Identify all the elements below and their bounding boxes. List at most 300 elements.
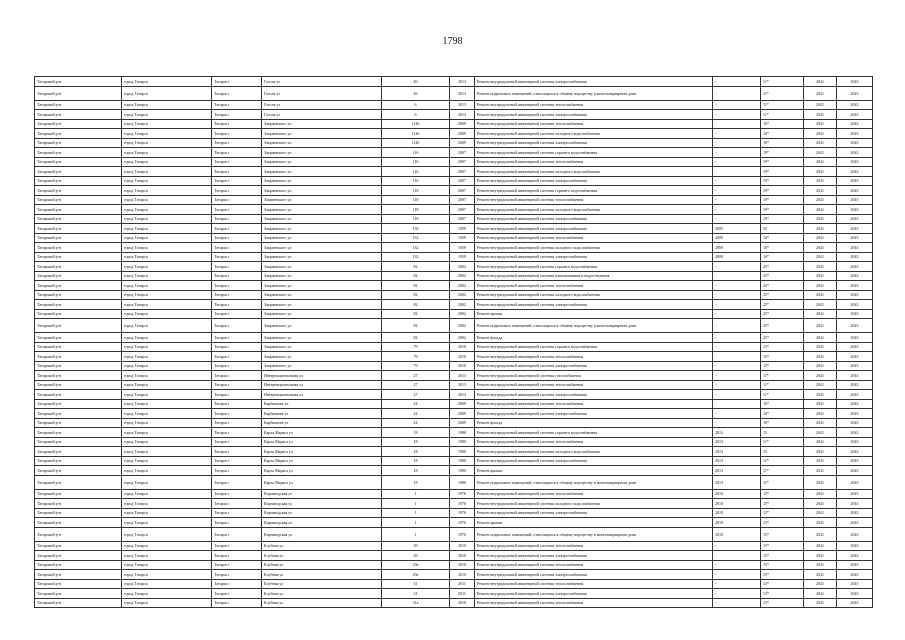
work-type-cell: Ремонт крыши — [475, 466, 713, 476]
work-type-cell: Ремонт внутридомовой инженерной системы электроснабжения — [475, 508, 713, 518]
plan-start-year-cell: 2041 — [804, 110, 837, 120]
table-row — [35, 447, 873, 457]
municipality-cell: город Татарск — [122, 214, 212, 224]
house-number-cell: 116 — [382, 157, 450, 167]
house-number-cell: 18 — [382, 447, 450, 457]
work-type-cell: Ремонт внутридомовой инженерной системы электроснабжения — [475, 176, 713, 186]
street-cell: Закриевского ул — [262, 300, 382, 310]
plan-start-year-cell: 2041 — [804, 309, 837, 319]
municipality-cell: город Татарск — [122, 399, 212, 409]
district-cell: Татарский р-н — [35, 300, 122, 310]
house-number-cell: 116 — [382, 167, 450, 177]
house-number-cell: 114б — [382, 129, 450, 139]
municipality-cell: город Татарск — [122, 290, 212, 300]
table-row — [35, 86, 873, 100]
plan-end-year-cell: 2043 — [837, 271, 873, 281]
municipality-cell: город Татарск — [122, 157, 212, 167]
table-row — [35, 437, 873, 447]
work-type-cell: Ремонт внутридомовой инженерной системы горячего водоснабжения — [475, 186, 713, 196]
service-life-cell: 16* — [761, 138, 804, 148]
page-number: 1798 — [442, 36, 463, 47]
settlement-cell: Татарск г — [212, 409, 262, 419]
plan-start-year-cell: 2041 — [804, 233, 837, 243]
build-year-cell: 1980 — [450, 428, 475, 438]
table-row — [35, 342, 873, 352]
build-year-cell: 1959 — [450, 233, 475, 243]
plan-start-year-cell: 2041 — [804, 560, 837, 570]
plan-start-year-cell: 2041 — [804, 195, 837, 205]
last-repair-year-cell: - — [713, 560, 761, 570]
build-year-cell: 1959 — [450, 252, 475, 262]
settlement-cell: Татарск г — [212, 570, 262, 580]
plan-end-year-cell: 2043 — [837, 428, 873, 438]
settlement-cell: Татарск г — [212, 456, 262, 466]
settlement-cell: Татарск г — [212, 333, 262, 343]
settlement-cell: Татарск г — [212, 176, 262, 186]
house-number-cell: 1 — [382, 499, 450, 509]
municipality-cell: город Татарск — [122, 361, 212, 371]
house-number-cell: 1 — [382, 527, 450, 541]
house-number-cell: 31 — [382, 589, 450, 599]
work-type-cell: Ремонт внутридомовой инженерной системы электроснабжения — [475, 589, 713, 599]
settlement-cell: Татарск г — [212, 167, 262, 177]
plan-end-year-cell: 2043 — [837, 309, 873, 319]
plan-start-year-cell: 2041 — [804, 319, 837, 333]
work-type-cell: Ремонт внутридомовой инженерной системы горячего водоснабжения — [475, 262, 713, 272]
service-life-cell: 13* — [761, 589, 804, 599]
plan-end-year-cell: 2043 — [837, 499, 873, 509]
plan-end-year-cell: 2043 — [837, 129, 873, 139]
work-type-cell: Ремонт внутридомовой инженерной системы теплоснабжения — [475, 195, 713, 205]
work-type-cell: Ремонт подвальных помещений, относящихся к общему имуществу в многоквартирном доме — [475, 475, 713, 489]
plan-end-year-cell: 2043 — [837, 281, 873, 291]
settlement-cell: Татарск г — [212, 214, 262, 224]
plan-start-year-cell: 2041 — [804, 499, 837, 509]
municipality-cell: город Татарск — [122, 176, 212, 186]
service-life-cell: 19* — [761, 176, 804, 186]
plan-end-year-cell: 2043 — [837, 300, 873, 310]
table-row — [35, 205, 873, 215]
plan-end-year-cell: 2043 — [837, 319, 873, 333]
plan-start-year-cell: 2041 — [804, 489, 837, 499]
last-repair-year-cell: - — [713, 290, 761, 300]
municipality-cell: город Татарск — [122, 508, 212, 518]
work-type-cell: Ремонт фасада — [475, 418, 713, 428]
service-life-cell: 16* — [761, 418, 804, 428]
district-cell: Татарский р-н — [35, 541, 122, 551]
table-row — [35, 380, 873, 390]
district-cell: Татарский р-н — [35, 508, 122, 518]
service-life-cell: 15* — [761, 499, 804, 509]
build-year-cell: 1980 — [450, 456, 475, 466]
street-cell: Кирзаводская ул — [262, 499, 382, 509]
last-repair-year-cell: - — [713, 86, 761, 100]
settlement-cell: Татарск г — [212, 527, 262, 541]
table-row — [35, 252, 873, 262]
municipality-cell: город Татарск — [122, 319, 212, 333]
settlement-cell: Татарск г — [212, 243, 262, 253]
build-year-cell: 2002 — [450, 271, 475, 281]
street-cell: Закриевского ул — [262, 129, 382, 139]
municipality-cell: город Татарск — [122, 541, 212, 551]
district-cell: Татарский р-н — [35, 499, 122, 509]
last-repair-year-cell: - — [713, 598, 761, 608]
district-cell: Татарский р-н — [35, 447, 122, 457]
plan-start-year-cell: 2041 — [804, 380, 837, 390]
settlement-cell: Татарск г — [212, 518, 262, 528]
street-cell: Кирзаводская ул — [262, 527, 382, 541]
street-cell: Кирзаводская ул — [262, 489, 382, 499]
municipality-cell: город Татарск — [122, 489, 212, 499]
plan-end-year-cell: 2043 — [837, 399, 873, 409]
street-cell: Закриевского ул — [262, 319, 382, 333]
build-year-cell: 1959 — [450, 224, 475, 234]
municipality-cell: город Татарск — [122, 560, 212, 570]
last-repair-year-cell: 2013 — [713, 456, 761, 466]
service-life-cell: 16* — [761, 409, 804, 419]
work-type-cell: Ремонт внутридомовой инженерной системы электроснабжения — [475, 551, 713, 561]
house-number-cell: 6 — [382, 110, 450, 120]
table-row — [35, 409, 873, 419]
street-cell: Закриевского ул — [262, 214, 382, 224]
work-type-cell: Ремонт крыши — [475, 518, 713, 528]
last-repair-year-cell: - — [713, 186, 761, 196]
settlement-cell: Татарск г — [212, 437, 262, 447]
table-row — [35, 100, 873, 110]
municipality-cell: город Татарск — [122, 224, 212, 234]
district-cell: Татарский р-н — [35, 428, 122, 438]
municipality-cell: город Татарск — [122, 100, 212, 110]
house-number-cell: 79 — [382, 352, 450, 362]
house-number-cell: 82 — [382, 309, 450, 319]
build-year-cell: 2009 — [450, 119, 475, 129]
municipality-cell: город Татарск — [122, 129, 212, 139]
plan-start-year-cell: 2041 — [804, 551, 837, 561]
last-repair-year-cell: - — [713, 195, 761, 205]
plan-start-year-cell: 2041 — [804, 428, 837, 438]
district-cell: Татарский р-н — [35, 579, 122, 589]
municipality-cell: город Татарск — [122, 390, 212, 400]
municipality-cell: город Татарск — [122, 598, 212, 608]
plan-start-year-cell: 2041 — [804, 157, 837, 167]
build-year-cell: 1980 — [450, 447, 475, 457]
last-repair-year-cell: 2013 — [713, 466, 761, 476]
last-repair-year-cell: 2010 — [713, 518, 761, 528]
settlement-cell: Татарск г — [212, 309, 262, 319]
district-cell: Татарский р-н — [35, 380, 122, 390]
table-row — [35, 466, 873, 476]
repair-schedule-table — [34, 76, 873, 608]
last-repair-year-cell: - — [713, 300, 761, 310]
municipality-cell: город Татарск — [122, 466, 212, 476]
build-year-cell: 2011 — [450, 579, 475, 589]
house-number-cell: 79 — [382, 361, 450, 371]
district-cell: Татарский р-н — [35, 243, 122, 253]
work-type-cell: Ремонт внутридомовой инженерной системы холодного водоснабжения — [475, 129, 713, 139]
settlement-cell: Татарск г — [212, 371, 262, 381]
street-cell: Карла Маркса ул — [262, 447, 382, 457]
settlement-cell: Татарск г — [212, 205, 262, 215]
service-life-cell: 15* — [761, 508, 804, 518]
work-type-cell: Ремонт внутридомовой инженерной системы электроснабжения — [475, 224, 713, 234]
table-row — [35, 489, 873, 499]
plan-end-year-cell: 2043 — [837, 598, 873, 608]
plan-start-year-cell: 2041 — [804, 508, 837, 518]
service-life-cell: 11* — [761, 77, 804, 87]
street-cell: Закриевского ул — [262, 342, 382, 352]
district-cell: Татарский р-н — [35, 361, 122, 371]
district-cell: Татарский р-н — [35, 390, 122, 400]
municipality-cell: город Татарск — [122, 527, 212, 541]
work-type-cell: Ремонт внутридомовой инженерной системы холодного водоснабжения — [475, 499, 713, 509]
house-number-cell: 6 — [382, 100, 450, 110]
build-year-cell: 1959 — [450, 243, 475, 253]
house-number-cell: 132 — [382, 252, 450, 262]
work-type-cell: Ремонт внутридомовой инженерной системы холодного водоснабжения — [475, 447, 713, 457]
street-cell: Закриевского ул — [262, 361, 382, 371]
build-year-cell: 2007 — [450, 157, 475, 167]
last-repair-year-cell: - — [713, 176, 761, 186]
settlement-cell: Татарск г — [212, 138, 262, 148]
district-cell: Татарский р-н — [35, 570, 122, 580]
last-repair-year-cell: - — [713, 214, 761, 224]
service-life-cell: 11* — [761, 86, 804, 100]
municipality-cell: город Татарск — [122, 167, 212, 177]
last-repair-year-cell: - — [713, 157, 761, 167]
service-life-cell: 11* — [761, 100, 804, 110]
work-type-cell: Ремонт внутридомовой инженерной системы электроснабжения — [475, 361, 713, 371]
build-year-cell: 2002 — [450, 262, 475, 272]
municipality-cell: город Татарск — [122, 447, 212, 457]
municipality-cell: город Татарск — [122, 589, 212, 599]
service-life-cell: 15 — [761, 447, 804, 457]
plan-start-year-cell: 2041 — [804, 119, 837, 129]
build-year-cell: 2010 — [450, 541, 475, 551]
settlement-cell: Татарск г — [212, 262, 262, 272]
service-life-cell: 19* — [761, 167, 804, 177]
build-year-cell: 2002 — [450, 319, 475, 333]
plan-end-year-cell: 2043 — [837, 409, 873, 419]
service-life-cell: 19* — [761, 148, 804, 158]
house-number-cell: 82 — [382, 271, 450, 281]
service-life-cell: 19* — [761, 205, 804, 215]
work-type-cell: Ремонт внутридомовой инженерной системы холодного водоснабжения — [475, 243, 713, 253]
service-life-cell: 16* — [761, 252, 804, 262]
work-type-cell: Ремонт внутридомовой инженерной системы теплоснабжения — [475, 119, 713, 129]
plan-end-year-cell: 2043 — [837, 418, 873, 428]
plan-end-year-cell: 2043 — [837, 518, 873, 528]
table-row — [35, 352, 873, 362]
municipality-cell: город Татарск — [122, 579, 212, 589]
plan-end-year-cell: 2043 — [837, 333, 873, 343]
settlement-cell: Татарск г — [212, 233, 262, 243]
build-year-cell: 1976 — [450, 499, 475, 509]
build-year-cell: 2002 — [450, 281, 475, 291]
plan-end-year-cell: 2043 — [837, 371, 873, 381]
work-type-cell: Ремонт внутридомовой инженерной системы холодного водоснабжения — [475, 290, 713, 300]
plan-start-year-cell: 2041 — [804, 205, 837, 215]
plan-start-year-cell: 2041 — [804, 589, 837, 599]
service-life-cell: 25* — [761, 309, 804, 319]
settlement-cell: Татарск г — [212, 319, 262, 333]
plan-start-year-cell: 2041 — [804, 527, 837, 541]
municipality-cell: город Татарск — [122, 551, 212, 561]
build-year-cell: 2013 — [450, 371, 475, 381]
table-row — [35, 281, 873, 291]
plan-start-year-cell: 2041 — [804, 271, 837, 281]
settlement-cell: Татарск г — [212, 157, 262, 167]
service-life-cell: 25* — [761, 333, 804, 343]
last-repair-year-cell: - — [713, 281, 761, 291]
build-year-cell: 2013 — [450, 380, 475, 390]
street-cell: Клубная ул — [262, 551, 382, 561]
plan-end-year-cell: 2043 — [837, 380, 873, 390]
house-number-cell: 31 — [382, 579, 450, 589]
street-cell: Интернациональная ул — [262, 371, 382, 381]
table-row — [35, 541, 873, 551]
settlement-cell: Татарск г — [212, 77, 262, 87]
district-cell: Татарский р-н — [35, 560, 122, 570]
municipality-cell: город Татарск — [122, 119, 212, 129]
district-cell: Татарский р-н — [35, 110, 122, 120]
street-cell: Клубная ул — [262, 560, 382, 570]
plan-start-year-cell: 2041 — [804, 570, 837, 580]
service-life-cell: 19* — [761, 214, 804, 224]
build-year-cell: 2002 — [450, 300, 475, 310]
last-repair-year-cell: - — [713, 167, 761, 177]
municipality-cell: город Татарск — [122, 86, 212, 100]
plan-start-year-cell: 2041 — [804, 598, 837, 608]
plan-end-year-cell: 2043 — [837, 100, 873, 110]
street-cell: Карла Маркса ул — [262, 456, 382, 466]
service-life-cell: 15* — [761, 560, 804, 570]
build-year-cell: 2013 — [450, 110, 475, 120]
district-cell: Татарский р-н — [35, 138, 122, 148]
table-row — [35, 371, 873, 381]
settlement-cell: Татарск г — [212, 447, 262, 457]
street-cell: Закриевского ул — [262, 224, 382, 234]
work-type-cell: Ремонт внутридомовой инженерной системы теплоснабжения — [475, 100, 713, 110]
build-year-cell: 2011 — [450, 589, 475, 599]
house-number-cell: 29а — [382, 560, 450, 570]
district-cell: Татарский р-н — [35, 157, 122, 167]
table-row — [35, 361, 873, 371]
district-cell: Татарский р-н — [35, 437, 122, 447]
plan-end-year-cell: 2043 — [837, 86, 873, 100]
house-number-cell: 29 — [382, 551, 450, 561]
municipality-cell: город Татарск — [122, 437, 212, 447]
table-row — [35, 77, 873, 87]
house-number-cell: 4б — [382, 86, 450, 100]
district-cell: Татарский р-н — [35, 224, 122, 234]
plan-end-year-cell: 2043 — [837, 361, 873, 371]
table-row — [35, 319, 873, 333]
service-life-cell: 16* — [761, 119, 804, 129]
plan-end-year-cell: 2043 — [837, 437, 873, 447]
build-year-cell: 1980 — [450, 466, 475, 476]
district-cell: Татарский р-н — [35, 186, 122, 196]
service-life-cell: 15* — [761, 527, 804, 541]
plan-end-year-cell: 2043 — [837, 205, 873, 215]
plan-start-year-cell: 2041 — [804, 214, 837, 224]
settlement-cell: Татарск г — [212, 380, 262, 390]
street-cell: Закриевского ул — [262, 271, 382, 281]
work-type-cell: Ремонт внутридомовой инженерной системы теплоснабжения — [475, 157, 713, 167]
last-repair-year-cell: - — [713, 342, 761, 352]
street-cell: Кирзаводская ул — [262, 508, 382, 518]
house-number-cell: 132 — [382, 243, 450, 253]
house-number-cell: 1 — [382, 489, 450, 499]
plan-start-year-cell: 2041 — [804, 281, 837, 291]
district-cell: Татарский р-н — [35, 205, 122, 215]
build-year-cell: 2002 — [450, 309, 475, 319]
last-repair-year-cell: - — [713, 579, 761, 589]
street-cell: Клубная ул — [262, 589, 382, 599]
district-cell: Татарский р-н — [35, 475, 122, 489]
plan-end-year-cell: 2043 — [837, 119, 873, 129]
build-year-cell: 2007 — [450, 186, 475, 196]
settlement-cell: Татарск г — [212, 560, 262, 570]
street-cell: Закриевского ул — [262, 233, 382, 243]
last-repair-year-cell: - — [713, 319, 761, 333]
municipality-cell: город Татарск — [122, 138, 212, 148]
build-year-cell: 2013 — [450, 86, 475, 100]
settlement-cell: Татарск г — [212, 589, 262, 599]
municipality-cell: город Татарск — [122, 475, 212, 489]
house-number-cell: 118 — [382, 214, 450, 224]
work-type-cell: Ремонт внутридомовой инженерной системы электроснабжения — [475, 300, 713, 310]
build-year-cell: 2007 — [450, 214, 475, 224]
settlement-cell: Татарск г — [212, 129, 262, 139]
last-repair-year-cell: - — [713, 390, 761, 400]
street-cell: Карла Маркса ул — [262, 466, 382, 476]
plan-start-year-cell: 2041 — [804, 176, 837, 186]
service-life-cell: 11* — [761, 390, 804, 400]
district-cell: Татарский р-н — [35, 129, 122, 139]
municipality-cell: город Татарск — [122, 281, 212, 291]
plan-end-year-cell: 2043 — [837, 214, 873, 224]
settlement-cell: Татарск г — [212, 281, 262, 291]
district-cell: Татарский р-н — [35, 290, 122, 300]
table-row — [35, 456, 873, 466]
service-life-cell: 11* — [761, 437, 804, 447]
street-cell: Закриевского ул — [262, 157, 382, 167]
build-year-cell: 1976 — [450, 489, 475, 499]
plan-start-year-cell: 2041 — [804, 447, 837, 457]
municipality-cell: город Татарск — [122, 371, 212, 381]
district-cell: Татарский р-н — [35, 466, 122, 476]
table-row — [35, 195, 873, 205]
table-row — [35, 262, 873, 272]
district-cell: Татарский р-н — [35, 252, 122, 262]
plan-start-year-cell: 2041 — [804, 167, 837, 177]
house-number-cell: 118 — [382, 195, 450, 205]
service-life-cell: 11* — [761, 380, 804, 390]
house-number-cell: 82 — [382, 262, 450, 272]
last-repair-year-cell: - — [713, 380, 761, 390]
street-cell: Интернациональная ул — [262, 380, 382, 390]
work-type-cell: Ремонт внутридомовой инженерной системы электроснабжения — [475, 456, 713, 466]
settlement-cell: Татарск г — [212, 110, 262, 120]
plan-end-year-cell: 2043 — [837, 342, 873, 352]
plan-end-year-cell: 2043 — [837, 262, 873, 272]
table-row — [35, 527, 873, 541]
plan-end-year-cell: 2043 — [837, 456, 873, 466]
district-cell: Татарский р-н — [35, 77, 122, 87]
build-year-cell: 1976 — [450, 508, 475, 518]
street-cell: Закриевского ул — [262, 262, 382, 272]
build-year-cell: 2007 — [450, 195, 475, 205]
